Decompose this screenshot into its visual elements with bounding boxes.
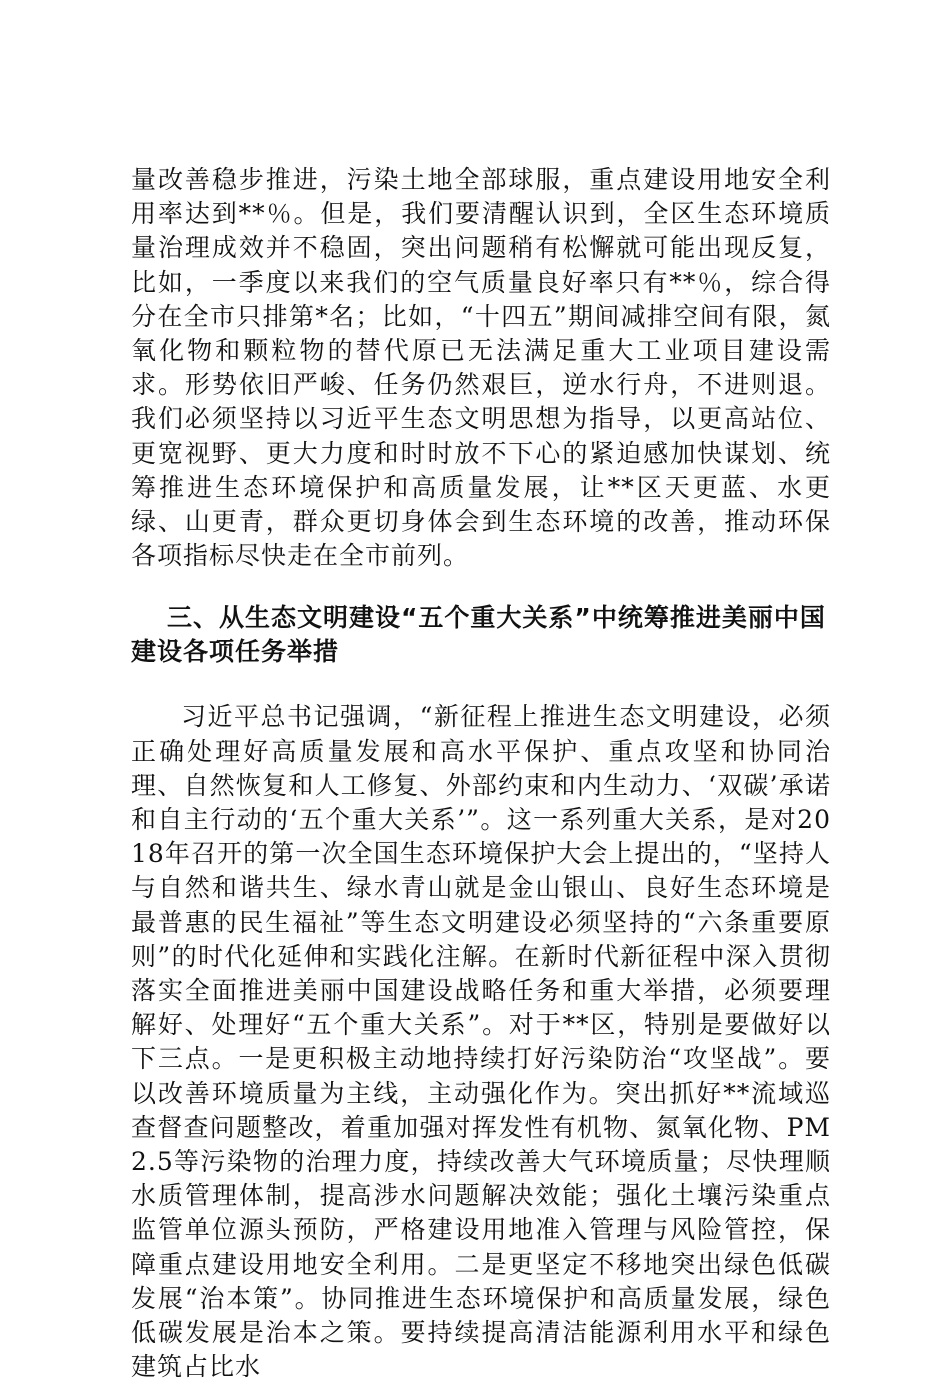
section-heading: 三、从生态文明建设“五个重大关系”中统筹推进美丽中国建设各项任务举措 [131,603,826,667]
body-paragraph-continued: 量改善稳步推进，污染土地全部球服，重点建设用地安全利用率达到**％。但是，我们要清醒认识到，全区生态环境质量治理成效并不稳固，突出问题稍有松懈就可能出现反复，比如，一季度以来我们的空气质量良好率只有**％，综合得分在全市只排第*名；比如，“十四五”期间减排空间有限，氮氧化物和颗粒物的替代原已无法满足重大工业项目建设需求。形势依旧严峻、任务仍然艰巨，逆水行舟，不进则退。我们必须坚持以习近平生态文明思想为指导，以更高站位、更宽视野、更大力度和时时放不下心的紧迫感加快谋划、统筹推进生态环境保护和高质量发展，让**区天更蓝、水更绿、山更青，群众更切身体会到生态环境的改善，推动环保各项指标尽快走在全市前列。 [131,165,831,571]
document-body [131,163,831,1385]
body-paragraph: 习近平总书记强调，“新征程上推进生态文明建设，必须正确处理好高质量发展和高水平保护、重点攻坚和协同治理、自然恢复和人工修复、外部约束和内生动力、‘双碳’承诺和自主行动的‘五个重大关系’”。这一系列重大关系，是对2018年召开的第一次全国生态环境保护大会上提出的，“坚持人与自然和谐共生、绿水青山就是金山银山、良好生态环境是最普惠的民生福祉”等生态文明建设必须坚持的“六条重要原则”的时代化延伸和实践化注解。在新时代新征程中深入贯彻落实全面推进美丽中国建设战略任务和重大举措，必须要理解好、处理好“五个重大关系”。对于**区，特别是要做好以下三点。一是更积极主动地持续打好污染防治“攻坚战”。要以改善环境质量为主线，主动强化作为。突出抓好**流域巡查督查问题整改，着重加强对挥发性有机物、氮氧化物、PM2.5等污染物的治理力度，持续改善大气环境质量；尽快理顺水质管理体制，提高涉水问题解决效能；强化土壤污染重点监管单位源头预防，严格建设用地准入管理与风险管控，保障重点建设用地安全利用。二是更坚定不移地突出绿色低碳发展“治本策”。协同推进生态环境保护和高质量发展，绿色低碳发展是治本之策。要持续提高清洁能源利用水平和绿色建筑占比水 [131,702,831,1382]
